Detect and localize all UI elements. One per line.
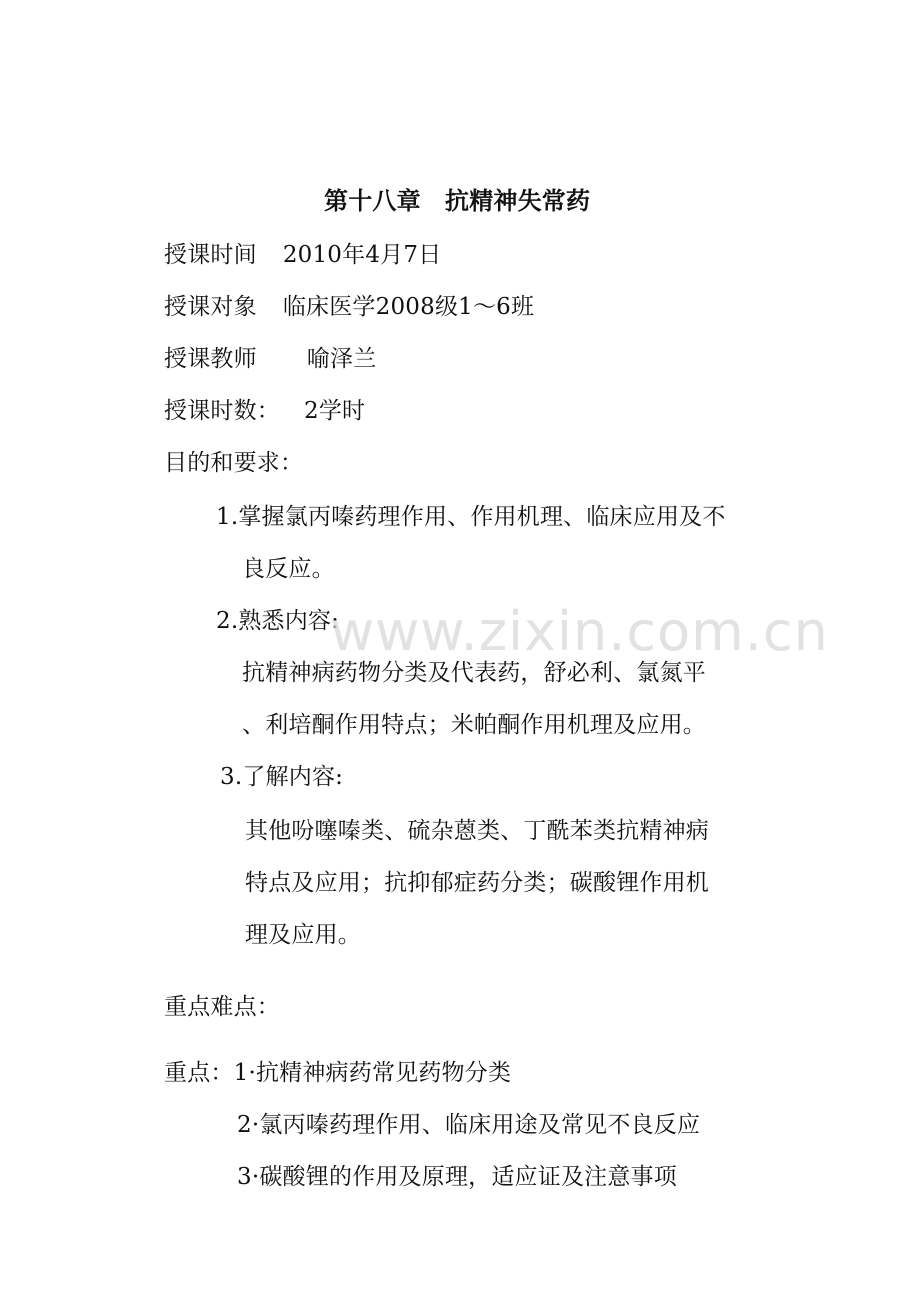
lecture-hours-label: 授课时数： (164, 398, 280, 424)
focus-item-2: 2·氯丙嗪药理作用、临床用途及常见不良反应 (237, 1112, 701, 1138)
chapter-title: 第十八章 抗精神失常药 (324, 187, 591, 215)
objective-3-line-2: 特点及应用；抗抑郁症药分类；碳酸锂作用机 (245, 870, 709, 896)
watermark: www.zixin.com.cn (330, 600, 829, 663)
focus-row-1 (164, 1058, 511, 1088)
objective-3-line-3: 理及应用。 (245, 922, 361, 948)
objective-2-heading: 2.熟悉内容: (216, 608, 340, 634)
focus-item-1: 1·抗精神病药常见药物分类 (233, 1060, 512, 1086)
lecture-time-row (164, 240, 441, 270)
lecture-hours-row (164, 396, 365, 426)
objective-2-line-1: 抗精神病药物分类及代表药，舒必利、氯氮平 (242, 660, 706, 686)
objective-1-line-2: 良反应。 (242, 556, 335, 582)
lecture-hours-value: 2学时 (304, 398, 366, 424)
focus-item-3: 3·碳酸锂的作用及原理，适应证及注意事项 (237, 1164, 677, 1190)
objective-2-line-2: 、利培酮作用特点；米帕酮作用机理及应用。 (242, 712, 706, 738)
lecture-target-row (164, 292, 534, 322)
lecture-teacher-value: 喻泽兰 (306, 346, 377, 372)
key-points-heading: 重点难点： (164, 994, 280, 1020)
lecture-teacher-label: 授课教师 (164, 346, 257, 372)
focus-label: 重点： (164, 1060, 234, 1086)
lecture-teacher-row (164, 344, 376, 374)
objective-1-line-1: 1.掌握氯丙嗪药理作用、作用机理、临床应用及不 (216, 504, 726, 530)
lecture-time-label: 授课时间 (164, 242, 257, 268)
lecture-target-value: 临床医学2008级1～6班 (282, 294, 535, 320)
objective-3-line-1: 其他吩噻嗪类、硫杂蒽类、丁酰苯类抗精神病 (245, 818, 709, 844)
objective-3-heading: 3.了解内容: (220, 764, 344, 790)
objectives-heading: 目的和要求： (164, 450, 304, 476)
lecture-target-label: 授课对象 (164, 294, 257, 320)
lecture-time-value: 2010年4月7日 (282, 242, 442, 268)
